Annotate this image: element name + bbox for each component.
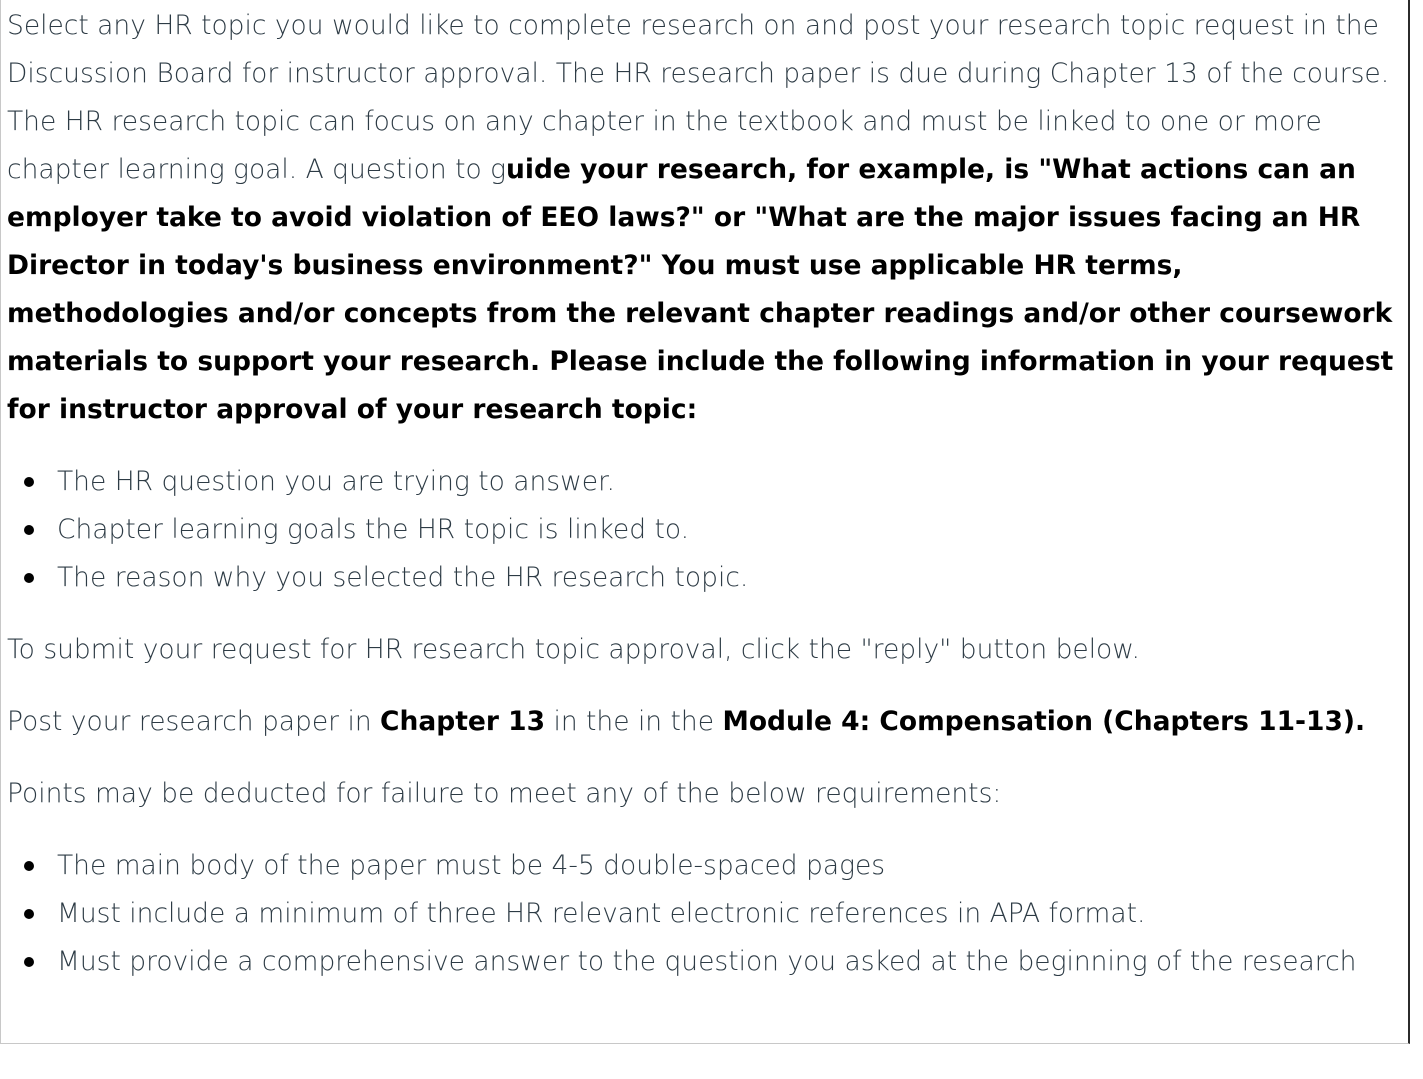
list-item <box>57 890 1408 938</box>
assignment-body <box>1 2 1408 986</box>
list-item-text: The HR question you are trying to answer. <box>57 466 615 497</box>
post-middle-text: in the in the <box>545 706 723 737</box>
deduction-intro <box>7 770 1408 818</box>
intro-paragraph <box>7 2 1408 434</box>
list-item <box>57 554 1408 602</box>
submit-instructions-text: To submit your request for HR research topic approval, click the "reply" button below. <box>7 634 1140 665</box>
post-module-text: Module 4: Compensation (Chapters 11-13). <box>722 706 1366 737</box>
request-items-list <box>7 458 1408 602</box>
deduction-intro-text: Points may be deducted for failure to meet any of the below requirements: <box>7 778 1002 809</box>
list-item <box>57 938 1408 986</box>
list-item-text: Chapter learning goals the HR topic is linked to. <box>57 514 690 545</box>
intro-lead-text: Select any HR topic you would like to complete research on and post your research topic request in the Discussion Board for instructor approval. The HR research paper is due during Chapter 13 of the course. The HR research topic can focus on any chapter in the textbook and must be linked to one or more chapter learning goal. A question to g <box>7 10 1390 185</box>
list-item-text: The main body of the paper must be 4-5 double-spaced pages <box>57 850 886 881</box>
requirements-list <box>7 842 1408 986</box>
post-instructions <box>7 698 1408 746</box>
post-chapter-text: Chapter 13 <box>380 706 546 737</box>
bullet-icon <box>24 525 34 535</box>
submit-instructions <box>7 626 1408 674</box>
list-item <box>57 842 1408 890</box>
post-lead-text: Post your research paper in <box>7 706 381 737</box>
list-item <box>57 506 1408 554</box>
list-item <box>57 458 1408 506</box>
list-item-text: Must include a minimum of three HR relevant electronic references in APA format. <box>57 898 1146 929</box>
bullet-icon <box>24 861 34 871</box>
bullet-icon <box>24 477 34 487</box>
bullet-icon <box>24 957 34 967</box>
list-item-text: Must provide a comprehensive answer to the question you asked at the beginning of the research <box>57 946 1357 977</box>
list-item-text: The reason why you selected the HR research topic. <box>57 562 749 593</box>
bullet-icon <box>24 909 34 919</box>
bullet-icon <box>24 573 34 583</box>
intro-bold-text: uide your research, for example, is "What actions can an employer take to avoid violation of EEO laws?" or "What are the major issues facing an HR Director in today's business environment?" You must use applicable HR terms, methodologies and/or concepts from the relevant chapter readings and/or other coursework materials to support your research. Please include the following information in your request for instructor approval of your research topic: <box>7 154 1394 425</box>
